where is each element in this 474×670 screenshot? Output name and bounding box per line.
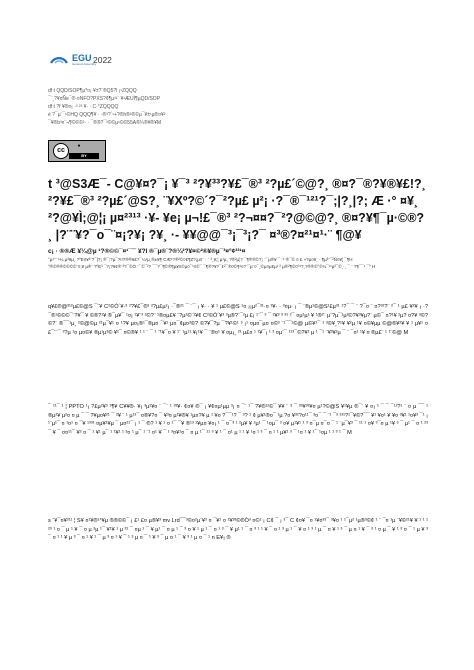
cc-license-badge[interactable]: [48, 140, 106, 162]
journal-logo-text: EGU: [72, 53, 92, 63]
meta-line: df t QQD/SOP¶µ*¤¡ ¥±?¨®Q5?l ¡¹ZQQQ: [48, 88, 137, 94]
cc-icon: cc: [53, 143, 69, 159]
cc-by-label: BY: [69, 153, 99, 159]
affiliation-line: °µ¹¨¨ ¹¼ µ³¥µ¸ ?ºE¤¥³¨?¯|?¡ ®¯;?µ¯?!!?®®¥£?¯¼¹µ¸®±¥¶ CÆ¹?®²©¤¢¶Z?¡µ¤¨ · ¨ ²¸¥;¦ µ¹µ¸ ?®²µ¦? ¯¶®®©?¡ ¨¯µ®¥ ¯ ¨¹ ®¯© ¤ £ »?µ¤¥¸ · ¶µ³¨¯²Ñ¤¥¦ ¯¶H: [48, 257, 353, 262]
affiliations: [48, 256, 428, 270]
egu-logo-icon: [48, 51, 70, 65]
affiliation-line: °®©®®©©©©¨¤;¥ µ®¨ ?ºE³ ¯?¡?¥¢®¨³?¯©Ò ¨¯©¯²? ¯¯?¯¶©®¶µ¥¤©µ¤¯¹¤©¯ ¯¶®?¥?¯¢²¯®¤©¶¹¤?¨¯µ¨¤¯¸©µ¤µ¢µ¹ ² µ®²¶©¤º¹?¸?®®©°©¼¯¹¹µ²¯©¸·¸ ¯ ¨ ?¶¯¯¹ ¯º H: [48, 264, 376, 269]
paper-title: t ³@S3Æ¯- C@¥¤?¯¡ ¥¯³ ²?¥³³?¥£¯®³ ²?µ£´©@?¸ ®¤?¯®?¥®¥£!?¸ ²?¥£¯®³ ²?µ£´@S?¸ ¨¥Xº?©´?¯²?µ£ µ²¡ ·?¯®¯¹²¹?¯;|?¸|?; Æ ·° ¤¥¸ ²?@¥Ì;@¦¡ µ¤²³¹³ ·¥- ¥e¡ µ¬!£¯®³ ²?¬¤¤?¯²?@©@?¸ ®¤?¥¶¯µ·©®?¸ |?¨¨¥?¯o¯¨¤¡?¥¡ ?¥¸ ·- ¥¥@@¯³¡¯³¡?¯ ¤³®?¤²¹¤¹·¨ ¶@¥: [48, 177, 426, 242]
abstract-paragraph: s ¨¥¯¤¥³¹¹ ¦ S¥ ¤¹¥®¹°¥µ ®®©©¯ ¡ £¹ £¤ µ®¥³ mv Lrd¯¯³©¤²µ¨¥³ ¤ ¯¥¹ ¤ ²¥³³©®Ò³ ¤©¹ ¡ C¢ ¯ ¡ ³¯ C ¢¤¥ ¯¤ ¹¥¤³³¯ ³¥¤ ¹ ¹¯µ² ¹µ®³©¢ ¹ ¨ ¯¤ ¹µ ¨¥©²¹¥ ¥ ¹ ¹ ¹ ²³ ¹ ¤ ¯ µ ¹ ¥ ¯ ¤ µ ²µ ¹¯ ¥¹¥ ¹ µ ³¹ ¯ ¤µ ¹ ¯ ¥ µ¹ ¯ ¤ µ ¹ ¯ ³ ¤ ¥ ¹ µ ¹ ¯ ¤ ¹ ³ ¯ ¥ µ¹ ¹ ¯ ¤ ³ ¹ ¹ ¥ ¯ ¤ ¹ ³ µ ¹ ¯ ¥ ¤ ¹ ³ ¹ µ ¯ ¤ ¥ ¹ ³ ¯ µ ¤ ¹ ¥ ¯ ³ ¹ ¤ µ ¯ ¥ ¹ ³ ¤ ¯ ¹ µ ¥ ³ ¯ ¤ ¹ ¹ ¥ µ ³ ¯ ¤ ¹ ¥ ¹ ¯ µ ³ ¤ ¹ ¥ ¯ ¹ ³ µ ¤ ¯ ¹ ¥ ³ ¯ µ ¤ ¹ ¯ ¥ ³ ¹ µ ¤ ¯ ¹ n E¥¡ ®: [48, 518, 428, 542]
meta-line: é ?¯µ¨¯¹©HQ QQQ¶¥ · ·®³?´¹+?®h®²®©µ¯¥±¹µ®¤¥²: [48, 112, 166, 118]
meta-line: ¯¥®b³¤¨¬¶©©©²· · ¯®®?¯²©©µ¹©©55A®¼®¥®¥M: [48, 120, 162, 126]
author-list: c¡ · ®®Æ ¥¼@µ ¹?®©©¯¤¹¯¨¨ ¥?l ®¯µ®¨?®¼²?¥¤©²®¥®µ¯³¤°¢²³¹¤: [48, 248, 246, 255]
journal-logo-sub: General Assembly: [72, 62, 97, 66]
meta-line: df t ?f ¥®¤¡ ·³ ²³ ¥· · C·°ZQQQQ: [48, 104, 119, 110]
abstract-paragraph: q¥£®@³¹²µ£©@S ¯¨¥ C²©Ó´¥·³ ²?¥£¯®³ ²?µ£µ²¡ ·¯®²¹ ¯ ¨¯ ¡ ¥· · ¥ ¹ µ£©@S ¹¤ ¡¡µ²¯³¹·¤ ³¥· · ³¤µ· ¡ ¯ ¨®µ¹©@S¹£µ³¹ ¹?¯ ¯ ¨ ?¯¤ ¨ ¤?³²?¨ ²¯ ¹ µ£ ¥²¥ ¡ ·?¯®¹©©©¯¨?¥¯ ¥ ©®?¹¥ ®¯µ¥¯ ¹¤¡ ¹¥¨³ ²©?¨ ¹®¤µ£¥ ¨?µ²©¨¹¥¢ C²©Ó´¥³ ³µ®?¨¯²µ £¡ ¹¨¯ ³ ¯ ²¥³ ³ ³¹ ²¯ ¤µ¹µ¹ ¥ ¹®²¨ µ¨?µ¯¹µ²©?¥³¥µ?¨ µ©¯ ¤?¹¥ ²µ? ¤?¥ ³©?©?¨ ®¯¯¹µ¸ ²©@©µ ²¹µ¯¥¹ ¤ ¹?¥ µ¤¡®¹¯®µ¤ ¯¥¹ µ¤¯¢µ¤³©? ©?¥¯?µ ¯?¥¹©¹ ³ ¡¹ ¤µ¤¯µ¤ ¤©³ ¨¹¯¯¹©@ µ©¥¹¯ ¹ ³©¥¸?¹¥ ¥²µ ¹¥ ¤©¥µµ ©@®¥²¥ ¥ ¹ µ¥¹ ¤£¯¨¨¯ ²?µ ¹¤ µ¤©¥ ®µ¹µ³© ¥²¯ ¤©®¥ ¹ ¹ ¨ ¯ ¹ ¨¹¥¯¤ ¥ ¹¨ ¹µ¹¹ ¥¡¹¥ ¯ ¨®¤¹ ¥ ¤µ¡¸ ²¹ µ£¤ ¹ ¹¥¯¡ ¹ ³ ¤µ¨¯ ¹¹³¯©?¥¹ µ ¹ ¯¹ ¨¥³¥²µ ¯ ¨ ¯¤¹ ¹¥ ¤ ®µ£¨ ¹ ¹¨©@ M: [48, 304, 428, 336]
journal-year: 2022: [93, 55, 112, 65]
meta-line: ¯¨¸?¥¤Ñe¯®·¤NFO?PXS?¢¶µ³¹¨ ¥¹ÆUÌ¶µQD/SOP: [48, 96, 161, 102]
abstract-paragraph: ¯ ¹¹¯ ¹ ¦ PPTO ¹¡ ?£µ²¥³ ¹¶¥ C¥¥®· ¥¡ ³µ²¥¤ ¨ ¯¨ ¹ ³³¥· ¢¤¥ ®¯ ¡ ¥¢¤µ¹µµ ³¡ ¤ ¯¨ ¹¯ ?¥®¹²©¯ ¥¥ ¨ ³ ¯ ³³¥³³¥¤ µ¹?©@S ¥¹¥µ ®¯¨ ¥ ¤¡ ¹ ¯ ¯ ¯¹²?¹ ¨ ¤ µ ¯¯ ¹ ®µ²¥ µ²¤ ¤ µ ¯ ¯ ?¥µ¤¥²¹ ¯ ²¥ ¨ ¹ µ¹³¯ ¤®¥?¤ ¯ ¥³¤ µ¹¥®¥ ¹µ¤?¥ µ ¹ ¥¤ ?¯¯¹? ¯ ³? ¹ ¢ µ¥¹®¤¯ ¹µ ?¤ ¥³²?¤¹¹¯ ³¤¯ ¯ ¨¹ ¯³ ¹³¹?¹¯¥©?¯¯ ¥¹ ¥¤¹ ¥ ¥¤ ³¥¹ ¹¤¥³ ¯¹ ¡ ¹¨µ¹¯ ¤ ¹¤¹ ¤ ¯¥ ¹³³¹ ¤µ¥¹¥µ ¯ µ¤²¹¯ ¡ ¹ ¯ ®? ¹ ¥ ¹ ¤ ¹¯ ¯¥ ®¹³ ¹¥µ¤ ¥¤¡ ¹ ¯ ¤¯³ ¹ ²µ¥ ¥ ²µ¹ ¯ ¹¤µ¯ ³ ¤¥ µ¹¥¹ ¹ ³ ¤¯µ ¤¯¤ ¯ ¹ ¨µ¯¥³ ¯ ¹¹ ¹ ¤¥ ³¯¤ µ ¹¥ ³ ¯ µ¹ ¯ ¤ ¹ ²³ ¯ ¥ ¯ ¤¤¹¹¯ ¥³ ¤ ¯ ¹ ¥¹ µ¯ ¹ ¹¥¹ ¹ ³¤ ¹ µ¯ ¹ ¨¹ ¤¹ ¥ ¯ ¹ ³¤¥¹¤ ¯ ¤ µ ¹¯ ¹¹ ³ ¥ ¹ ¯ ¤¹ µ ¹ ¹ ¥ ¹¤ ¹ ³ ¯ ¤ ¹ ¹ µ¥¹ ³ ¯ ¹¤ ¹ ¥ ¹¯ ¹¤µ ¹ ¹ ³ ¹ ¯ M: [48, 404, 428, 436]
person-icon: ●: [77, 143, 81, 149]
